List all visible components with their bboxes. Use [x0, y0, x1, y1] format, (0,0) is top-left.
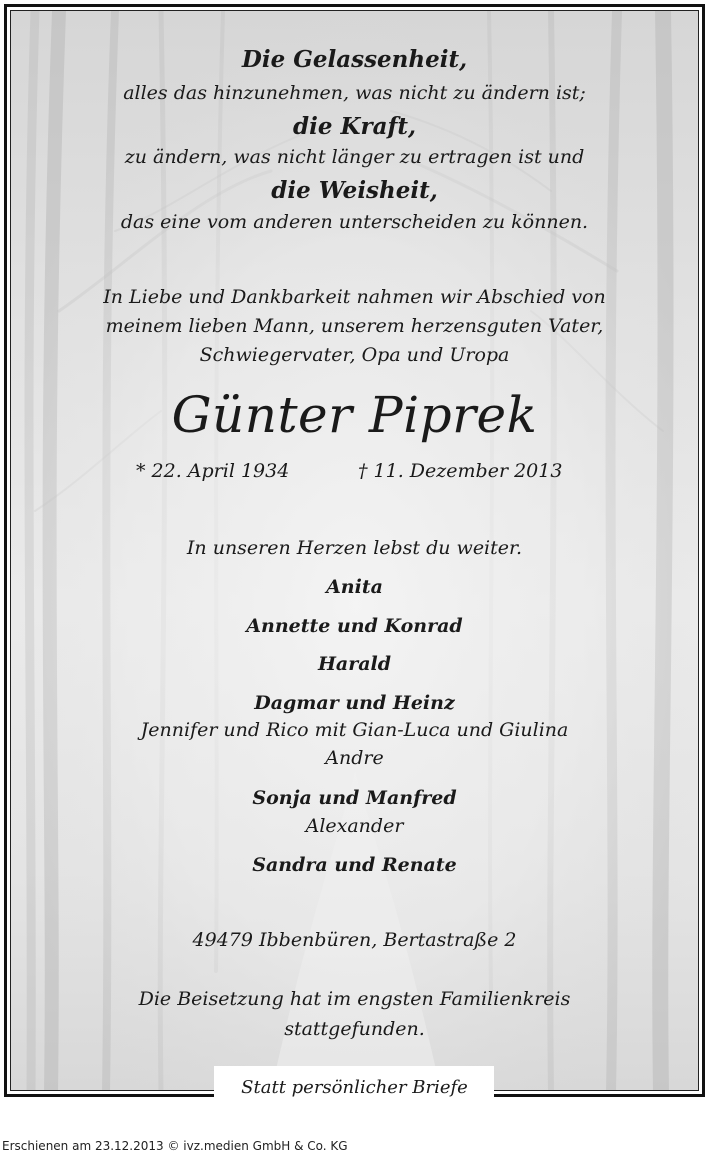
- family-member: Sandra und Renate: [252, 854, 457, 876]
- family-member: Jennifer und Rico mit Gian-Luca und Giulina: [140, 719, 569, 741]
- motto-line: alles das hinzunehmen, was nicht zu ändern ist;: [123, 82, 586, 104]
- motto-line: zu ändern, was nicht länger zu ertragen ist und: [124, 146, 585, 168]
- family-member: Alexander: [305, 815, 404, 837]
- family-heading: In unseren Herzen lebst du weiter.: [186, 537, 523, 559]
- intro-line: meinem lieben Mann, unserem herzensguten Vater,: [105, 315, 604, 337]
- family-member: Annette und Konrad: [246, 615, 463, 637]
- funeral-note: Die Beisetzung hat im engsten Familienkreis: [138, 988, 571, 1010]
- birth-date: * 22. April 1934: [136, 460, 290, 482]
- deceased-name: Günter Piprek: [171, 386, 538, 444]
- motto-line: das eine vom anderen unterscheiden zu können.: [120, 211, 589, 233]
- motto-serenity: Die Gelassenheit,: [241, 46, 468, 73]
- intro-line: Schwiegervater, Opa und Uropa: [199, 344, 510, 366]
- funeral-note: stattgefunden.: [284, 1018, 425, 1040]
- closing-note: Statt persönlicher Briefe: [241, 1077, 468, 1098]
- family-member: Sonja und Manfred: [252, 787, 457, 809]
- death-date: † 11. Dezember 2013: [358, 460, 563, 482]
- intro-line: In Liebe und Dankbarkeit nahmen wir Abschied von: [103, 286, 606, 308]
- motto-wisdom: die Weisheit,: [271, 177, 438, 204]
- publication-credit: Erschienen am 23.12.2013 © ivz.medien GmbH & Co. KG: [2, 1139, 348, 1153]
- family-member: Anita: [326, 576, 383, 598]
- motto-courage: die Kraft,: [293, 113, 416, 140]
- family-member: Dagmar und Heinz: [254, 692, 455, 714]
- family-member: Andre: [325, 747, 384, 769]
- address: 49479 Ibbenbüren, Bertastraße 2: [192, 929, 517, 951]
- family-member: Harald: [317, 653, 392, 675]
